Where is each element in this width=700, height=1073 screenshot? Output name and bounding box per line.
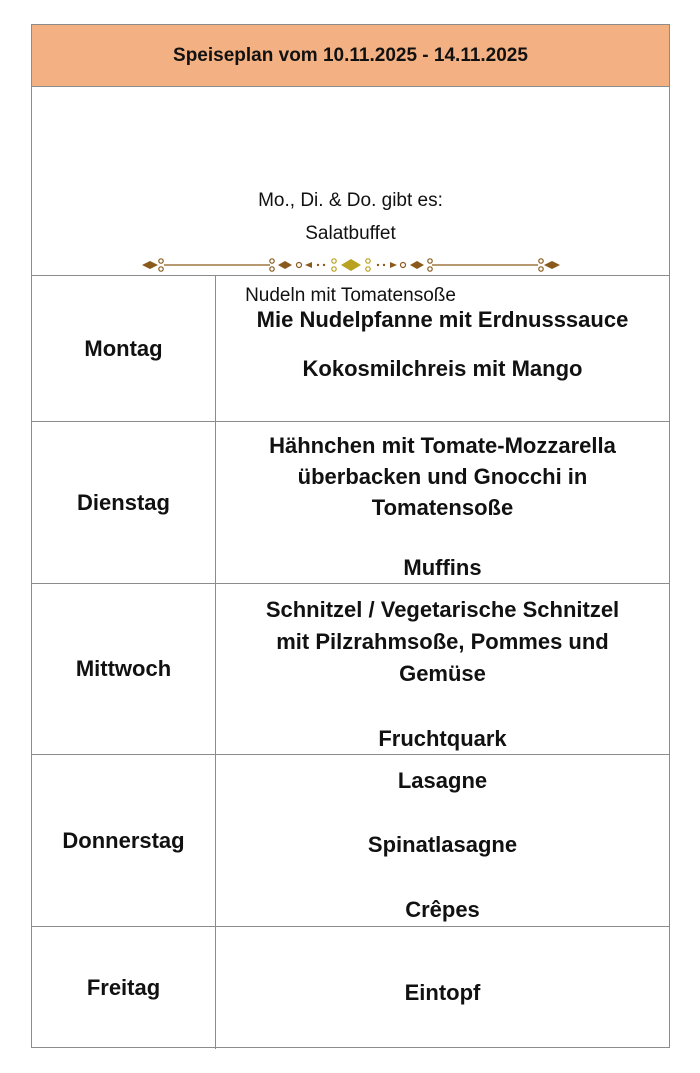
row-mittwoch — [32, 584, 669, 755]
day-label: Montag — [32, 276, 216, 421]
menu-table — [31, 24, 670, 1048]
dish-line: Crêpes — [405, 897, 480, 922]
intro-pasta-text: Nudeln mit Tomatensoße — [245, 285, 456, 306]
row-freitag — [32, 927, 669, 1049]
dish-line: Mie Nudelpfanne mit Erdnusssauce — [256, 307, 629, 332]
dish-cell — [216, 755, 669, 926]
dish-cell — [216, 927, 669, 1049]
menu-title: Speiseplan vom 10.11.2025 - 14.11.2025 — [173, 44, 528, 66]
menu-header — [32, 25, 669, 87]
dish-cell — [216, 276, 669, 421]
dish-line: Fruchtquark — [378, 726, 507, 751]
dish-line: Spinatlasagne — [367, 832, 518, 857]
day-label: Freitag — [32, 927, 216, 1049]
dish-line: Eintopf — [404, 980, 481, 1005]
dish-line: Kokosmilchreis mit Mango — [302, 356, 583, 381]
intro-section — [32, 87, 669, 306]
dish-cell — [216, 422, 669, 583]
intro-days-text: Mo., Di. & Do. gibt es: — [258, 190, 443, 211]
dish-cell — [216, 584, 669, 754]
day-label: Mittwoch — [32, 584, 216, 754]
day-label: Donnerstag — [32, 755, 216, 926]
row-dienstag — [32, 422, 669, 584]
intro-salad-text: Salatbuffet — [305, 223, 396, 244]
day-label: Dienstag — [32, 422, 216, 583]
row-donnerstag — [32, 755, 669, 927]
dish-line: Hähnchen mit Tomate-Mozzarella — [269, 433, 616, 458]
dish-line: Gemüse — [399, 661, 486, 686]
dish-line: Lasagne — [397, 768, 488, 793]
dish-line: Schnitzel / Vegetarische Schnitzel — [265, 597, 620, 622]
dish-line: überbacken und Gnocchi in — [297, 464, 588, 489]
ornamental-divider-icon — [142, 253, 560, 277]
dish-line: Tomatensoße — [371, 495, 514, 520]
dish-line: mit Pilzrahmsoße, Pommes und — [276, 629, 609, 654]
dish-line: Muffins — [403, 555, 482, 580]
